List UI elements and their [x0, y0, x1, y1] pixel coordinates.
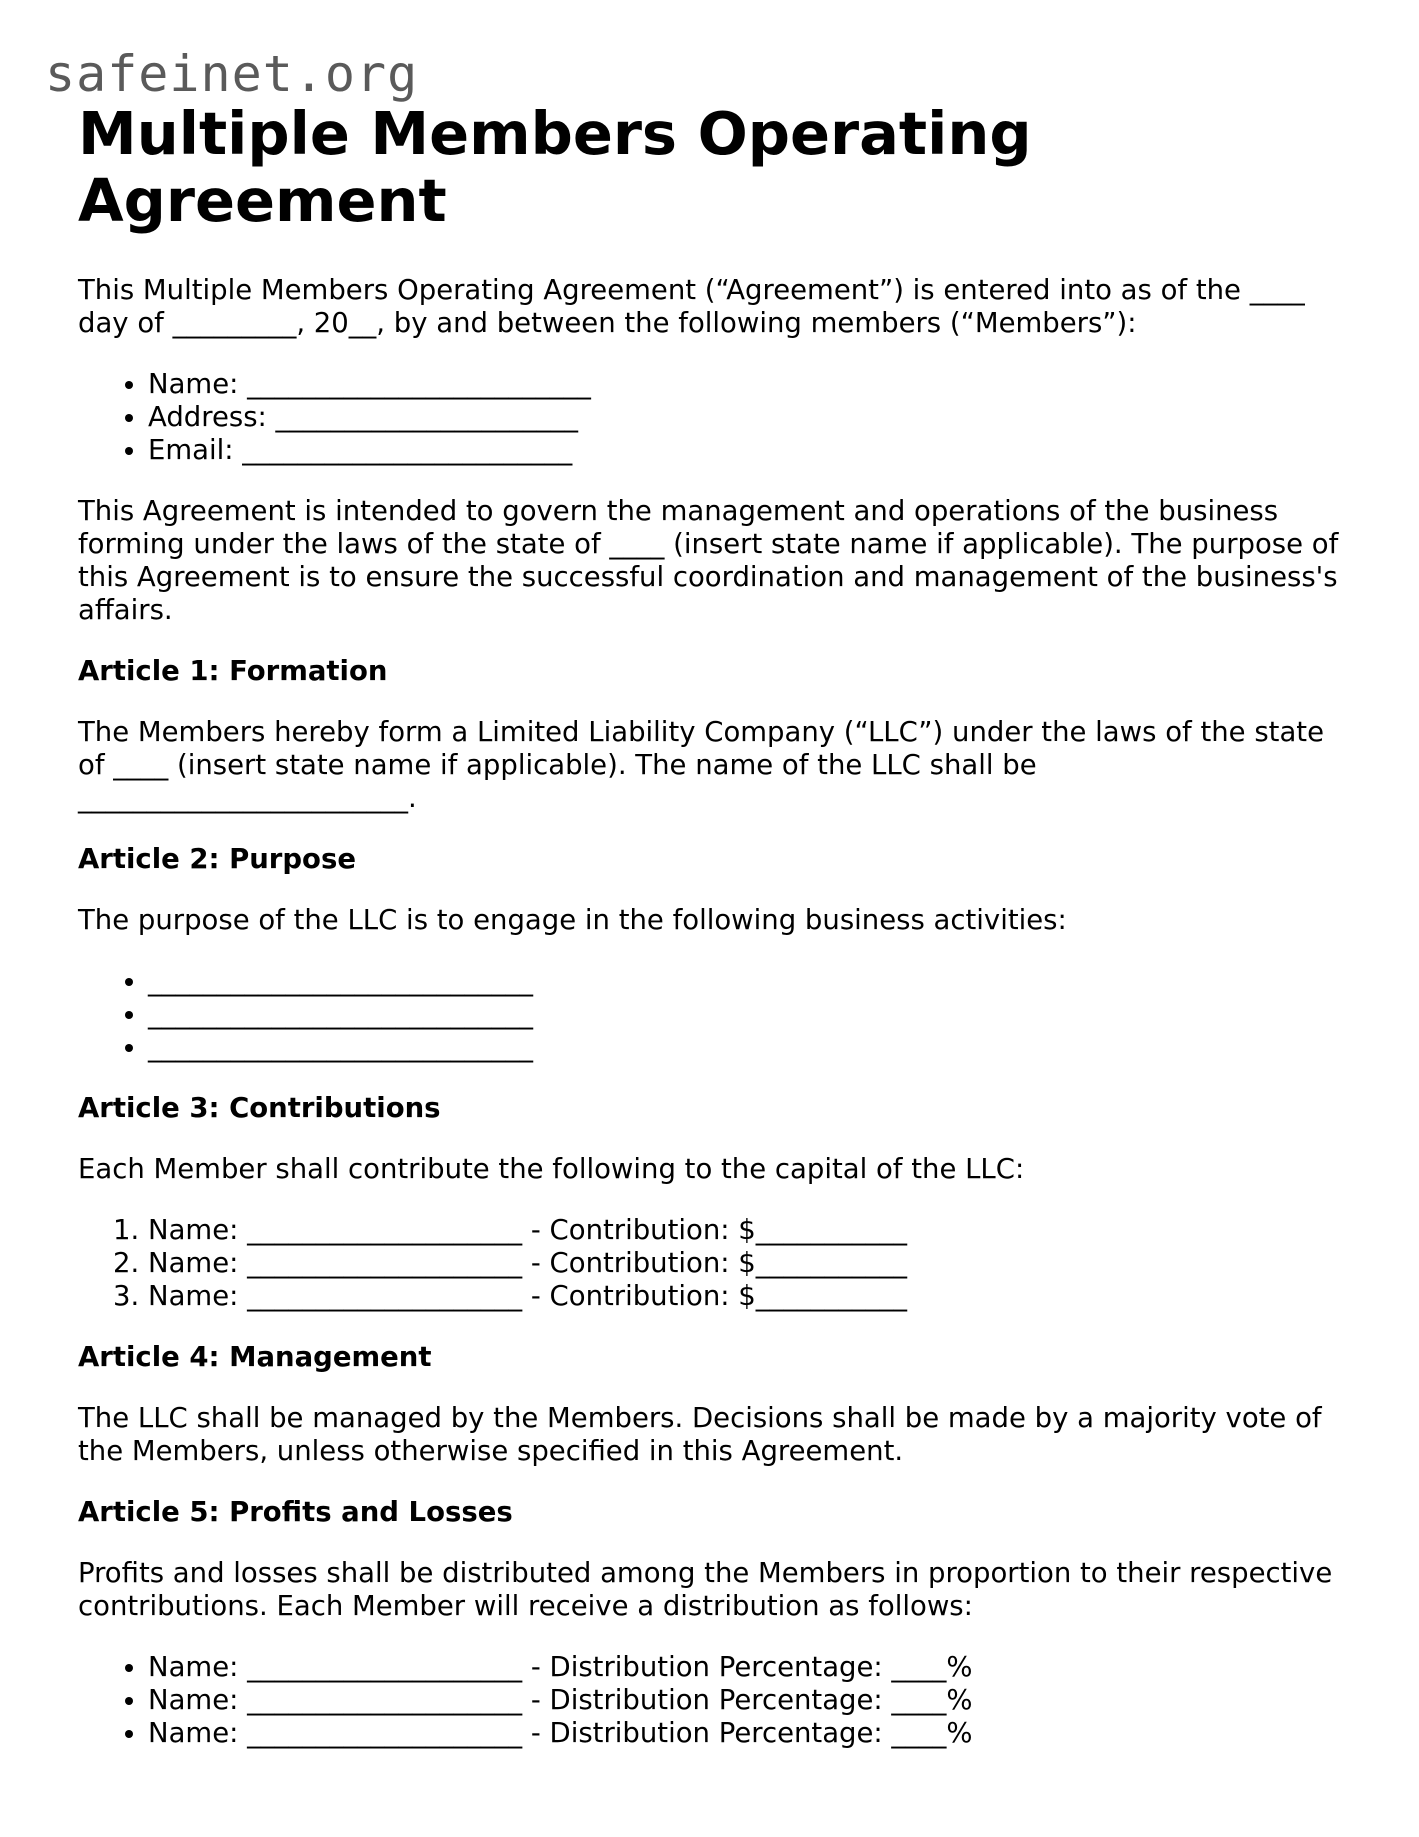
contributions-list — [78, 1214, 1358, 1313]
governance-paragraph: This Agreement is intended to govern the management and operations of the business forming under the laws of the state of ____ (insert state name if applicable). The purpose of this Agreement is to ensure the successful coordination and management of the business's affairs. — [78, 495, 1339, 626]
distribution-item: • Name: ____________________ - Distribution Percentage: ____% — [148, 1717, 1358, 1750]
purpose-item: • ____________________________ — [148, 965, 1358, 998]
contribution-item: 2. Name: ____________________ - Contribution: $___________ — [148, 1247, 1358, 1280]
article-2-text: The purpose of the LLC is to engage in the following business activities: — [78, 904, 1067, 936]
purpose-item: • ____________________________ — [148, 998, 1358, 1031]
article-3-text: Each Member shall contribute the following to the capital of the LLC: — [78, 1153, 1025, 1185]
member-email-field: • Email: ________________________ — [148, 434, 1358, 467]
member-address-field: • Address: ______________________ — [148, 401, 1358, 434]
article-2-heading: Article 2: Purpose — [78, 843, 356, 875]
distribution-list — [78, 1651, 1358, 1750]
distribution-item: • Name: ____________________ - Distribution Percentage: ____% — [148, 1651, 1358, 1684]
document — [78, 100, 1358, 1778]
article-4-text: The LLC shall be managed by the Members. Decisions shall be made by a majority vote of the Members, unless otherwise specified in this Agreement. — [78, 1402, 1322, 1467]
contribution-item: 1. Name: ____________________ - Contribution: $___________ — [148, 1214, 1358, 1247]
article-3-heading: Article 3: Contributions — [78, 1092, 441, 1124]
distribution-item: • Name: ____________________ - Distribution Percentage: ____% — [148, 1684, 1358, 1717]
article-1-text: The Members hereby form a Limited Liability Company (“LLC”) under the laws of the state of ____ (insert state name if applicable). The name of the LLC shall be ________________________. — [78, 716, 1324, 814]
contribution-item: 3. Name: ____________________ - Contribution: $___________ — [148, 1280, 1358, 1313]
page-title: Multiple Members Operating Agreement — [78, 99, 1032, 235]
watermark: safeinet.org — [45, 45, 419, 103]
article-5-heading: Article 5: Profits and Losses — [78, 1496, 513, 1528]
purpose-list — [78, 965, 1358, 1064]
purpose-item: • ____________________________ — [148, 1031, 1358, 1064]
article-4-heading: Article 4: Management — [78, 1341, 432, 1373]
article-5-text: Profits and losses shall be distributed among the Members in proportion to their respective contributions. Each Member will receive a distribution as follows: — [78, 1557, 1333, 1622]
article-1-heading: Article 1: Formation — [78, 655, 388, 687]
member-name-field: • Name: _________________________ — [148, 368, 1358, 401]
member-fields-list — [78, 368, 1358, 467]
intro-paragraph: This Multiple Members Operating Agreement (“Agreement”) is entered into as of the ____ day of _________, 20__, by and between the following members (“Members”): — [78, 274, 1305, 339]
